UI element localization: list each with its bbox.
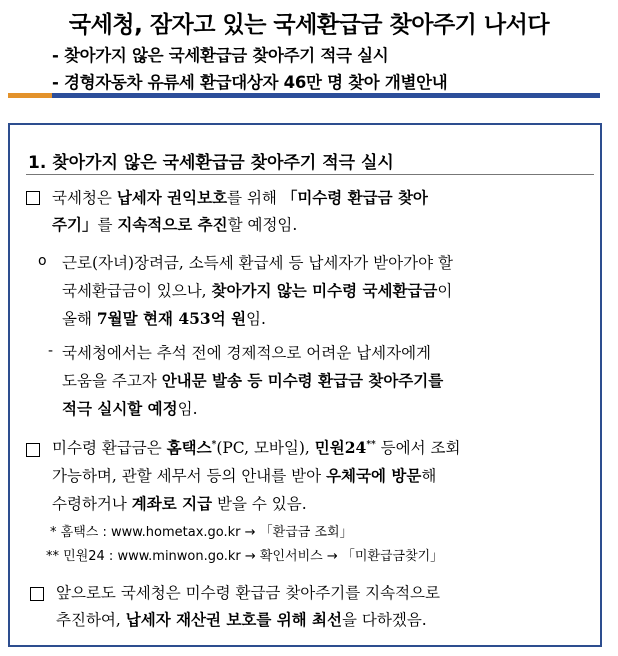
footnote-2 xyxy=(46,545,443,564)
text-bold: 계좌로 지급 xyxy=(131,494,213,513)
p1-line-2 xyxy=(52,213,297,235)
text-bold: 민원24 xyxy=(314,438,367,457)
p2-line-3 xyxy=(62,307,266,329)
footnote-mark: ** xyxy=(46,549,59,564)
text: 를 위해 xyxy=(227,189,282,207)
section-heading: 1. 찾아가지 않은 국세환급금 찾아주기 적극 실시 xyxy=(28,153,394,173)
text-bold: 찾아가지 않는 미수령 국세환급금 xyxy=(211,281,438,300)
p3-line-2 xyxy=(62,369,443,391)
text-bold: 납세자 재산권 보호를 위해 최선 xyxy=(125,610,342,629)
text: 받을 수 있음. xyxy=(212,495,307,513)
text: 국세환급금이 있으나, xyxy=(62,282,212,300)
p1-line-1 xyxy=(52,186,428,208)
text: 을 다하겠음. xyxy=(342,611,427,629)
footnote-mark: * xyxy=(50,525,57,540)
text: 등에서 조회 xyxy=(375,439,461,457)
text-bold: 적극 실시할 예정 xyxy=(62,399,178,418)
p5-line-2 xyxy=(56,608,427,630)
header-accent-bar xyxy=(8,93,52,98)
text: 를 xyxy=(97,216,118,234)
p2-line-1: 근로(자녀)장려금, 소득세 환급세 등 납세자가 받아가야 할 xyxy=(62,254,453,272)
p4-line-3 xyxy=(52,492,307,514)
text-bold: 납세자 권익보호 xyxy=(116,188,228,207)
text-bold: 7월말 현재 453억 원 xyxy=(96,309,247,328)
text-bold: 「미수령 환급금 찾아 xyxy=(281,188,428,207)
text-bold: 우체국에 방문 xyxy=(326,466,422,485)
checkbox-square-icon xyxy=(30,587,44,601)
text: (PC, 모바일), xyxy=(216,439,315,457)
p3-line-1: 국세청에서는 추석 전에 경제적으로 어려운 납세자에게 xyxy=(62,344,432,362)
text: 추진하여, xyxy=(56,611,126,629)
text-bold: 주기」 xyxy=(52,215,98,234)
text: 도움을 주고자 xyxy=(62,372,162,390)
subtitle-2: - 경형자동차 유류세 환급대상자 46만 명 찾아 개별안내 xyxy=(52,73,448,92)
checkbox-square-icon xyxy=(26,443,40,457)
circle-bullet-icon: o xyxy=(38,253,47,269)
p2-line-2 xyxy=(62,279,452,301)
p5-line-1: 앞으로도 국세청은 미수령 환급금 찾아주기를 지속적으로 xyxy=(56,584,440,602)
text: 해 xyxy=(421,467,437,485)
footnote-1 xyxy=(50,521,353,540)
text: 할 예정임. xyxy=(227,216,298,234)
checkbox-square-icon xyxy=(26,191,40,205)
footnote-text: 민원24 : www.minwon.go.kr → 확인서비스 → 「미환급금찾기」 xyxy=(63,549,444,564)
dash-bullet-icon: - xyxy=(48,343,54,359)
text: 수령하거나 xyxy=(52,495,132,513)
text-bold: 안내문 발송 등 미수령 환급금 찾아주기를 xyxy=(161,371,444,390)
p3-line-3 xyxy=(62,397,198,419)
subtitle-1: - 찾아가지 않은 국세환급금 찾아주기 적극 실시 xyxy=(52,46,389,65)
text: 올해 xyxy=(62,310,97,328)
text: 임. xyxy=(246,310,266,328)
text: 국세청은 xyxy=(52,189,117,207)
footnote-mark: ** xyxy=(366,439,376,450)
p4-line-1 xyxy=(52,436,460,458)
text: 가능하며, 관할 세무서 등의 안내를 받아 xyxy=(52,467,327,485)
header-rule-bar xyxy=(52,93,600,98)
section-divider xyxy=(26,174,594,175)
text: 이 xyxy=(437,282,453,300)
footnote-mark: * xyxy=(211,439,217,450)
text-bold: 홈택스 xyxy=(166,438,212,457)
footnote-text: 홈택스 : www.hometax.go.kr → 「환급금 조회」 xyxy=(60,525,353,540)
text-bold: 지속적으로 추진 xyxy=(117,215,228,234)
text: 미수령 환급금은 xyxy=(52,439,167,457)
p4-line-2 xyxy=(52,464,436,486)
page-title: 국세청, 잠자고 있는 국세환급금 찾아주기 나서다 xyxy=(68,12,550,38)
text: 임. xyxy=(177,400,198,418)
